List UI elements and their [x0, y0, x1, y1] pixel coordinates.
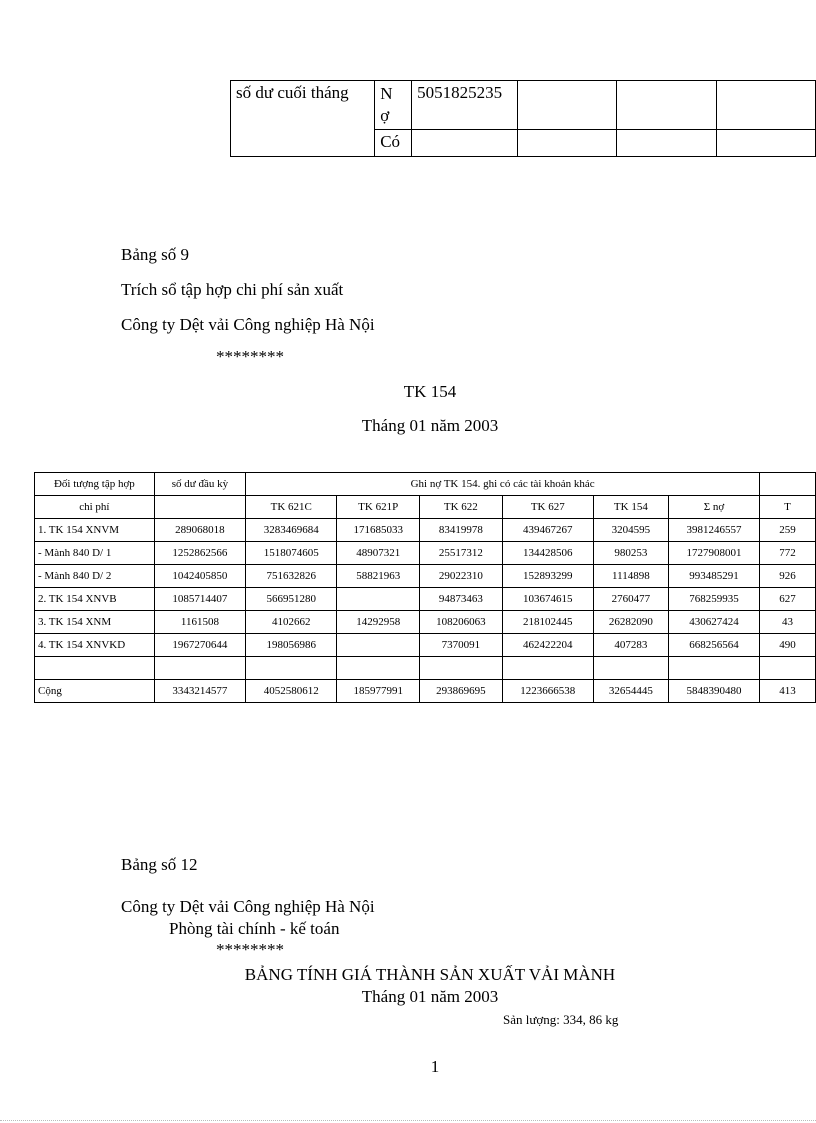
blank-cell [716, 130, 815, 157]
page-edge [0, 1120, 816, 1121]
row-value: 43 [760, 611, 816, 634]
credit-value [412, 130, 518, 157]
row-label: 3. TK 154 XNM [35, 611, 155, 634]
row-value: 627 [760, 588, 816, 611]
cost-table [34, 472, 816, 703]
row-value: 772 [760, 542, 816, 565]
row-label [35, 657, 155, 680]
row-value: 94873463 [420, 588, 503, 611]
blank-cell [517, 81, 616, 130]
row-value: 293869695 [420, 680, 503, 703]
row-label: - Mành 840 D/ 1 [35, 542, 155, 565]
row-value: 218102445 [502, 611, 593, 634]
row-value: 439467267 [502, 519, 593, 542]
header-object: Đối tượng tập hợp [35, 473, 155, 496]
row-value: 58821963 [337, 565, 420, 588]
subheader: TK 621C [246, 496, 337, 519]
row-value: 413 [760, 680, 816, 703]
row-value: 198056986 [246, 634, 337, 657]
row-value [337, 588, 420, 611]
subheader: Σ nợ [668, 496, 759, 519]
row-value: 490 [760, 634, 816, 657]
closing-balance-label: số dư cuối tháng [231, 81, 375, 157]
row-value: 768259935 [668, 588, 759, 611]
row-label: Cộng [35, 680, 155, 703]
row-value: 7370091 [420, 634, 503, 657]
row-value: 171685033 [337, 519, 420, 542]
period-title: Tháng 01 năm 2003 [361, 416, 499, 435]
row-value: 4052580612 [246, 680, 337, 703]
output-quantity: Sản lượng: 334, 86 kg [503, 1012, 619, 1027]
row-value: 1114898 [593, 565, 668, 588]
row-value: 4102662 [246, 611, 337, 634]
row-value [337, 657, 420, 680]
subheader: TK 622 [420, 496, 503, 519]
subheader: TK 154 [593, 496, 668, 519]
header-group: Ghi nợ TK 154. ghi có các tài khoản khác [246, 473, 760, 496]
row-value: 1967270644 [154, 634, 245, 657]
row-label: - Mành 840 D/ 2 [35, 565, 155, 588]
row-value: 1727908001 [668, 542, 759, 565]
row-value [668, 657, 759, 680]
row-value: 1252862566 [154, 542, 245, 565]
cost-sheet-period: Tháng 01 năm 2003 [361, 987, 499, 1006]
closing-balance-table [230, 80, 816, 157]
row-value: 751632826 [246, 565, 337, 588]
department-name: Phòng tài chính - kế toán [169, 919, 340, 938]
row-label: 2. TK 154 XNVB [35, 588, 155, 611]
row-value: 185977991 [337, 680, 420, 703]
table9-subtitle: Trích sổ tập hợp chi phí sản xuất [121, 280, 344, 299]
row-value: 430627424 [668, 611, 759, 634]
row-value: 83419978 [420, 519, 503, 542]
row-value: 3283469684 [246, 519, 337, 542]
stars-divider-2: ******** [216, 940, 284, 959]
row-value: 566951280 [246, 588, 337, 611]
company-name-2: Công ty Dệt vải Công nghiệp Hà Nội [121, 897, 375, 916]
row-label: 1. TK 154 XNVM [35, 519, 155, 542]
table-row [35, 657, 816, 680]
row-value: 980253 [593, 542, 668, 565]
table-row [35, 565, 816, 588]
row-value [760, 657, 816, 680]
row-value [420, 657, 503, 680]
header-opening-balance: số dư đầu kỳ [154, 473, 245, 496]
row-value [593, 657, 668, 680]
row-label: 4. TK 154 XNVKD [35, 634, 155, 657]
cost-table-body [35, 519, 816, 703]
row-value: 2760477 [593, 588, 668, 611]
row-value: 668256564 [668, 634, 759, 657]
row-value: 25517312 [420, 542, 503, 565]
header-blank [154, 496, 245, 519]
row-value: 5848390480 [668, 680, 759, 703]
row-value: 1223666538 [502, 680, 593, 703]
table-row [35, 542, 816, 565]
blank-cell [617, 130, 716, 157]
table9-title: Bảng số 9 [121, 245, 189, 264]
subheader: T [760, 496, 816, 519]
table-row [35, 634, 816, 657]
row-value [502, 657, 593, 680]
row-value: 1042405850 [154, 565, 245, 588]
row-value: 926 [760, 565, 816, 588]
row-value: 993485291 [668, 565, 759, 588]
row-value [154, 657, 245, 680]
row-value: 1518074605 [246, 542, 337, 565]
row-value [246, 657, 337, 680]
row-value: 134428506 [502, 542, 593, 565]
row-value: 26282090 [593, 611, 668, 634]
row-value: 103674615 [502, 588, 593, 611]
row-value: 289068018 [154, 519, 245, 542]
blank-cell [517, 130, 616, 157]
blank-cell [617, 81, 716, 130]
row-value: 48907321 [337, 542, 420, 565]
credit-label: Có [375, 130, 412, 157]
table-row [35, 588, 816, 611]
table12-title: Bảng số 12 [121, 855, 198, 874]
cost-sheet-heading: BẢNG TÍNH GIÁ THÀNH SẢN XUẤT VẢI MÀNH [244, 965, 616, 984]
page-number: 1 [430, 1057, 440, 1076]
header-object-line2: chi phí [35, 496, 155, 519]
row-value: 3981246557 [668, 519, 759, 542]
row-value: 1085714407 [154, 588, 245, 611]
row-value: 1161508 [154, 611, 245, 634]
row-value: 3343214577 [154, 680, 245, 703]
row-value: 407283 [593, 634, 668, 657]
stars-divider: ******** [216, 347, 284, 366]
row-value: 462422204 [502, 634, 593, 657]
table-row [35, 680, 816, 703]
debit-label: N ợ [375, 81, 412, 130]
row-value: 32654445 [593, 680, 668, 703]
table-row [35, 519, 816, 542]
debit-value: 5051825235 [412, 81, 518, 130]
blank-cell [716, 81, 815, 130]
row-value: 259 [760, 519, 816, 542]
row-value: 108206063 [420, 611, 503, 634]
account-title: TK 154 [403, 382, 457, 401]
row-value: 152893299 [502, 565, 593, 588]
row-value: 29022310 [420, 565, 503, 588]
company-name: Công ty Dệt vải Công nghiệp Hà Nội [121, 315, 375, 334]
row-value: 14292958 [337, 611, 420, 634]
row-value: 3204595 [593, 519, 668, 542]
header-extra [760, 473, 816, 496]
subheader: TK 627 [502, 496, 593, 519]
table-row [35, 611, 816, 634]
subheader: TK 621P [337, 496, 420, 519]
row-value [337, 634, 420, 657]
